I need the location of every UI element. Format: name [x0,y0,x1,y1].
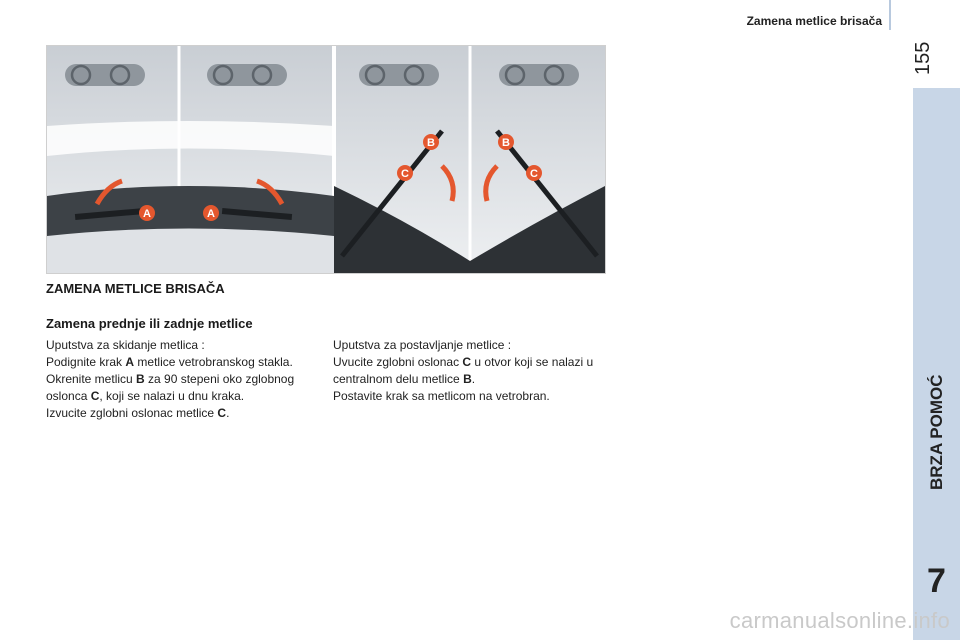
chapter-number: 7 [927,562,946,600]
callout-label: A [207,208,215,220]
instruction-line: Okrenite metlicu B za 90 stepeni oko zglobnog oslonca C, koji se nalazi u dnu kraka. [46,372,295,403]
callout-badge [423,134,439,150]
instruction-line: Izvucite zglobni oslonac metlice C. [46,406,230,420]
wiper-illustration [46,45,606,274]
chapter-title: BRZA POMOĆ [927,374,946,490]
section-subtitle: Zamena prednje ili zadnje metlice [46,316,253,331]
callout-badge [139,205,155,221]
callout-label: B [502,137,510,149]
callout-label: B [427,137,435,149]
callout-badge [526,165,542,181]
callout-label: C [401,168,409,180]
header-divider [889,0,891,30]
instruction-line: Uputstva za postavljanje metlice : [333,338,512,352]
section-title: ZAMENA METLICE BRISAČA [46,281,225,296]
instruction-line: Podignite krak A metlice vetrobranskog stakla. [46,355,293,369]
callout-badge [498,134,514,150]
watermark: carmanualsonline.info [729,608,950,633]
instruction-line: Uputstva za skidanje metlica : [46,338,205,352]
callout-label: A [143,208,151,220]
hood [47,229,334,274]
wiper-diagram [47,46,605,273]
running-header: Zamena metlice brisača [746,14,882,28]
page-number: 155 [912,41,934,75]
installation-instructions [333,337,603,405]
callout-badge [397,165,413,181]
callout-label: C [530,168,538,180]
instruction-line: Uvucite zglobni oslonac C u otvor koji se nalazi u centralnom delu metlice B. [333,355,594,386]
removal-instructions [46,337,318,422]
cowl-panel [47,186,334,236]
instruction-line: Postavite krak sa metlicom na vetrobran. [333,389,550,403]
chapter-tab [913,88,960,640]
callout-badge [203,205,219,221]
